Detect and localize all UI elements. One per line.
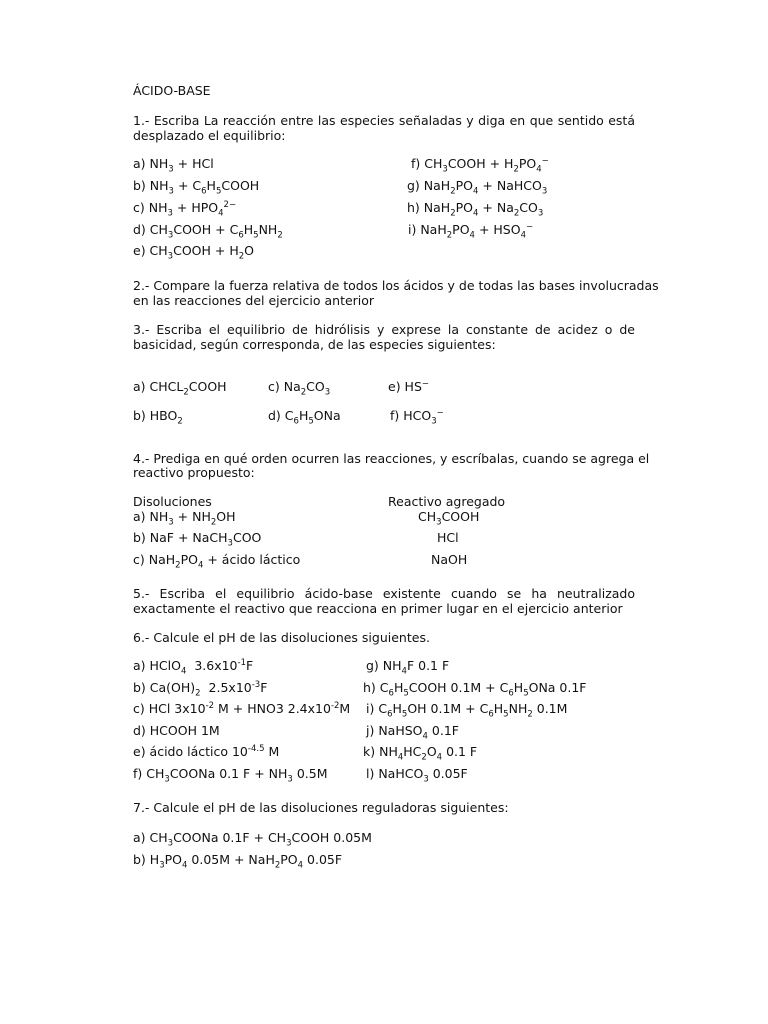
q1-item-b: b) $NH_3$ + $C_6H_5COOH$ [133,178,260,197]
q1-item-e: e) $CH_3COOH + H_2O$ [133,243,254,262]
q3-prompt-line1: 3.- Escriba el equilibrio de hidrólisis y exprese la constante de acidez o de [133,322,635,337]
q7-item-b: b) $H_3PO_4$ $0.05M + NaH_2PO_4$ 0.05F [133,852,343,871]
q2-prompt-line2: en las reacciones del ejercicio anterior [133,293,375,308]
q4-row-a-solution: a) $NH_3 + NH_2OH$ [133,509,236,528]
q6-prompt: 6.- Calcule el pH de las disoluciones siguientes. [133,630,430,645]
q6-item-c: c) HCl $3x10^{-2}$ M + HNO3 $2.4x10^{-2}M$ [133,700,351,716]
q6-item-a: a) HClO$_4$ $3.6x10^{-1}F$ [133,657,254,677]
q4-row-c-solution: c) $NaH_2PO_4$ + ácido láctico [133,552,301,571]
q1-item-a: a) $NH_3$ + HCl [133,156,214,175]
q1-item-g: g) $NaH_2PO_4$ + NaHCO$_3$ [407,178,548,197]
q3-prompt-line2: basicidad, según corresponda, de las especies siguientes: [133,337,496,352]
q3-item-d: d) $C_6H_5ONa$ [268,408,341,427]
q6-item-f: f) $CH_3COONa$ 0.1 $F + NH_3$ 0.5M [133,766,328,785]
q3-item-a: a) $CHCL_2COOH$ [133,379,227,398]
q3-item-e: e) HS− [388,378,429,394]
q6-item-b: b) $Ca(OH)_2$ $2.5x10^{-3}F$ [133,679,268,699]
q6-item-g: g) $NH_4F$ 0.1 F [366,658,450,677]
q2-prompt-line1: 2.- Compare la fuerza relativa de todos los ácidos y de todas las bases involucradas [133,278,659,293]
q4-row-c-reagent: NaOH [431,552,468,567]
q6-item-l: l) NaHCO$_3$ 0.05F [366,766,468,785]
q3-item-c: c) $Na_2CO_3$ [268,379,331,398]
q1-prompt-line2: desplazado el equilibrio: [133,128,286,143]
q1-prompt-line1: 1.- Escriba La reacción entre las especies señaladas y diga en que sentido está [133,113,635,128]
q4-col-header-disoluciones: Disoluciones [133,494,212,509]
q1-item-d: d) $CH_3COOH + C_6H_5NH_2$ [133,222,283,241]
q6-item-j: j) NaHSO$_4$ 0.1F [366,723,459,742]
q4-prompt-line2: reactivo propuesto: [133,465,255,480]
q1-item-h: h) $NaH_2PO_4 + Na_2CO_3$ [407,200,544,219]
q7-item-a: a) $CH_3COONa$ $0.1F + CH_3COOH$ 0.05M [133,830,372,849]
q4-prompt-line1: 4.- Prediga en qué orden ocurren las reacciones, y escríbalas, cuando se agrega el [133,451,650,466]
q1-item-c: c) $NH_3 + HPO_4^{2-}$ [133,199,237,219]
q1-item-f: f) $CH_3COOH + H_2PO_4^-$ [411,155,549,175]
q6-item-k: k) $NH_4HC_2O_4$ 0.1 F [363,744,478,763]
q1-item-i: i) $NaH_2PO_4 + HSO_4^-$ [408,221,534,241]
document-title: ÁCIDO-BASE [133,83,211,98]
q5-prompt-line1: 5.- Escriba el equilibrio ácido-base existente cuando se ha neutralizado [133,586,635,601]
q3-item-f: f) $HCO_3^-$ [390,407,444,427]
q3-item-b: b) $HBO_2$ [133,408,183,427]
q4-row-b-solution: b) NaF + NaCH$_3$COO [133,530,262,549]
q4-col-header-reactivo: Reactivo agregado [388,494,506,509]
q6-item-h: h) $C_6H_5COOH$ $0.1M + C_6H_5ONa$ 0.1F [363,680,587,699]
q6-item-i: i) $C_6H_5OH$ $0.1M + C_6H_5NH_2$ 0.1M [366,701,568,720]
q6-item-e: e) ácido láctico $10^{-4.5}$ M [133,743,280,759]
q6-item-d: d) HCOOH 1M [133,723,220,738]
q4-row-a-reagent: $CH_3COOH$ [418,509,480,528]
q4-row-b-reagent: HCl [437,530,459,545]
q7-prompt: 7.- Calcule el pH de las disoluciones reguladoras siguientes: [133,800,509,815]
q5-prompt-line2: exactamente el reactivo que reacciona en primer lugar en el ejercicio anterior [133,601,623,616]
